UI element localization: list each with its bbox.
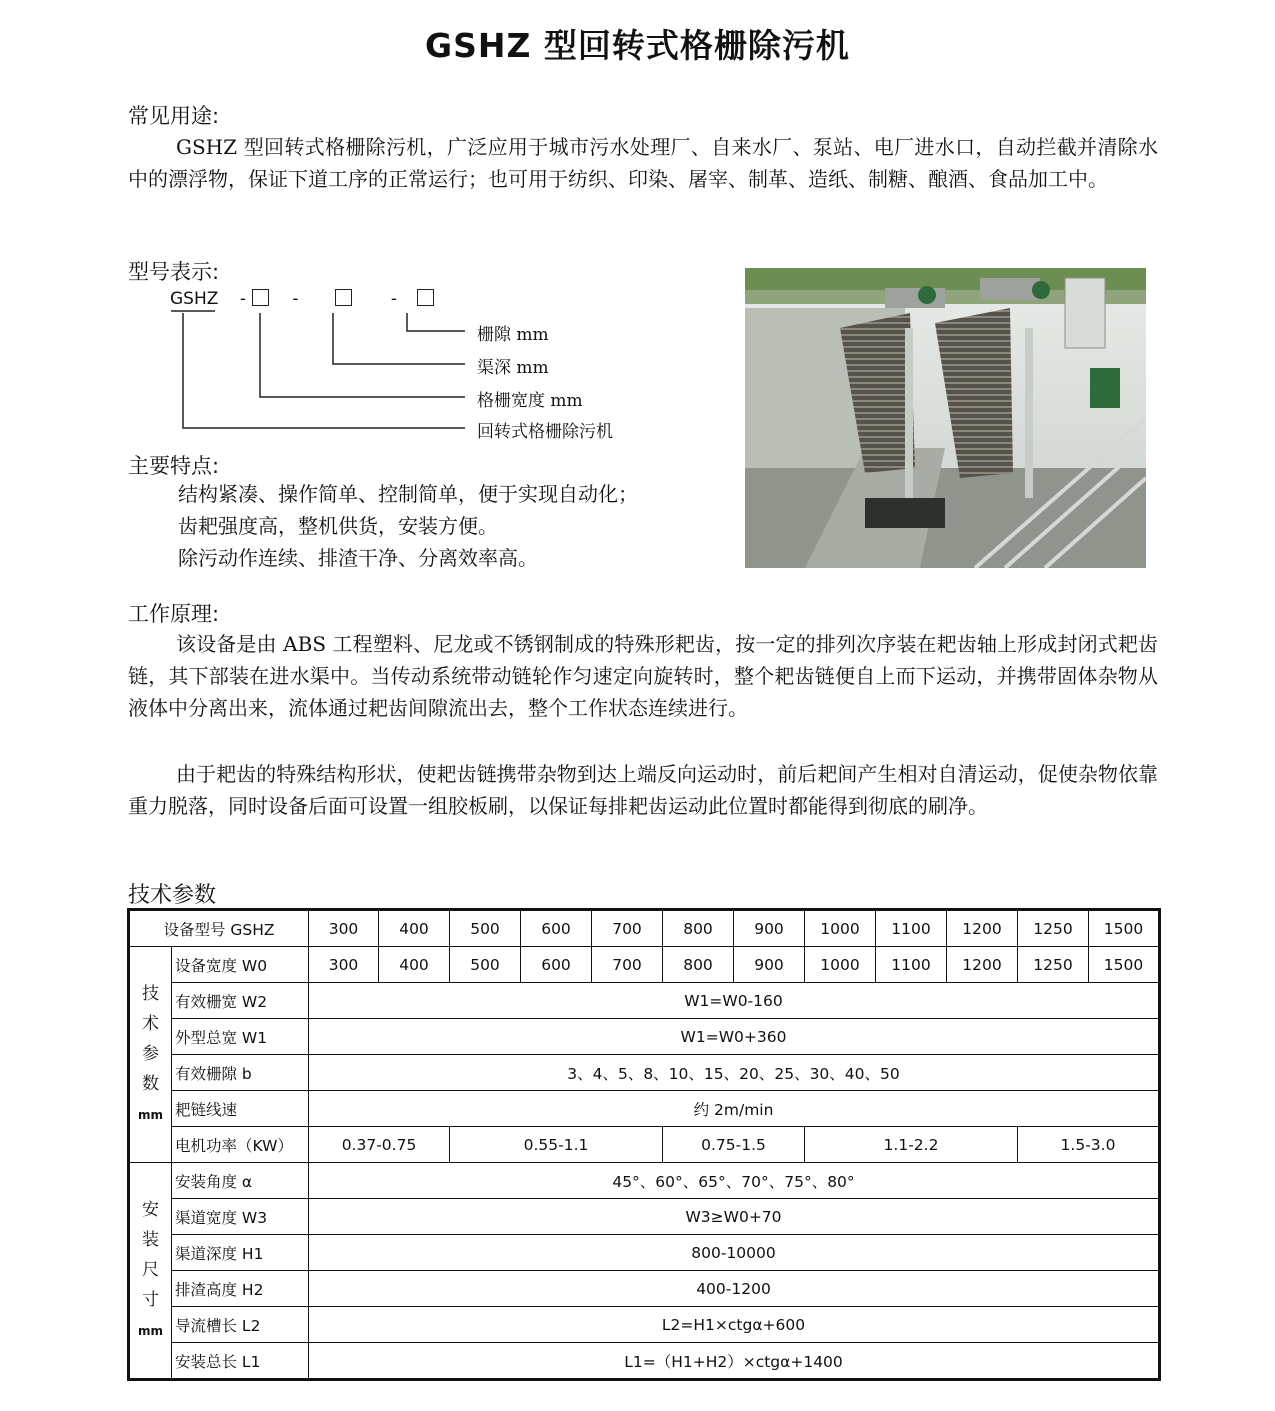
table-row (129, 1307, 1160, 1343)
width-cell: 300 (309, 947, 379, 983)
table-row (129, 1055, 1160, 1091)
motor-cell: 0.37-0.75 (309, 1127, 450, 1163)
model-cell: 700 (592, 910, 663, 947)
feature-item: 齿耙强度高，整机供货，安装方便。 (178, 514, 498, 538)
table-row (129, 910, 1160, 947)
row-label: 排渣高度 H2 (172, 1271, 309, 1307)
model-heading: 型号表示: (128, 260, 220, 284)
table-row (129, 947, 1160, 983)
model-label-name: 回转式格栅除污机 (477, 422, 613, 442)
model-cell: 900 (734, 910, 805, 947)
row-value: L2=H1×ctgα+600 (309, 1307, 1160, 1343)
row-label: 电机功率（KW） (172, 1127, 309, 1163)
model-cell: 1250 (1018, 910, 1089, 947)
page-title: GSHZ 型回转式格栅除污机 (425, 26, 850, 65)
model-cell: 1200 (947, 910, 1018, 947)
motor-cell: 0.55-1.1 (450, 1127, 663, 1163)
row-value: 3、4、5、8、10、15、20、25、30、40、50 (309, 1055, 1160, 1091)
width-cell: 800 (663, 947, 734, 983)
tech-heading: 技术参数 (128, 883, 217, 908)
header-label: 设备型号 GSHZ (129, 910, 309, 947)
model-label-width: 格栅宽度 mm (477, 391, 583, 411)
principle-heading: 工作原理: (128, 602, 220, 626)
width-cell: 900 (734, 947, 805, 983)
model-label-gap: 栅隙 mm (477, 325, 549, 345)
model-cell: 800 (663, 910, 734, 947)
row-value: W3≥W0+70 (309, 1199, 1160, 1235)
model-cell: 1500 (1089, 910, 1160, 947)
model-cell: 300 (309, 910, 379, 947)
row-label: 安装角度 α (172, 1163, 309, 1199)
equipment-photo (745, 268, 1146, 568)
row-value: L1=（H1+H2）×ctgα+1400 (309, 1343, 1160, 1380)
table-row (129, 1271, 1160, 1307)
features-heading: 主要特点: (128, 454, 220, 478)
principle-paragraph-2: 由于耙齿的特殊结构形状，使耙齿链携带杂物到达上端反向运动时，前后耙间产生相对自清运动，促使杂物依靠重力脱落，同时设备后面可设置一组胶板刷，以保证每排耙齿运动此位置时都能得到彻底的刷净。 (128, 762, 1158, 818)
row-label: 渠道深度 H1 (172, 1235, 309, 1271)
model-cell: 1000 (805, 910, 876, 947)
width-cell: 700 (592, 947, 663, 983)
table-row (129, 1163, 1160, 1199)
feature-item: 结构紧凑、操作简单、控制简单，便于实现自动化； (178, 482, 638, 506)
model-label-depth: 渠深 mm (477, 358, 549, 378)
row-label: 外型总宽 W1 (172, 1019, 309, 1055)
table-row (129, 983, 1160, 1019)
width-cell: 400 (379, 947, 450, 983)
row-label: 有效栅宽 W2 (172, 983, 309, 1019)
row-label: 渠道宽度 W3 (172, 1199, 309, 1235)
spec-table (127, 908, 1161, 1381)
row-value: 800-10000 (309, 1235, 1160, 1271)
row-value: 45°、60°、65°、70°、75°、80° (309, 1163, 1160, 1199)
feature-item: 除污动作连续、排渣干净、分离效率高。 (178, 546, 538, 570)
motor-cell: 1.5-3.0 (1018, 1127, 1160, 1163)
row-label: 安装总长 L1 (172, 1343, 309, 1380)
table-row (129, 1343, 1160, 1380)
row-label: 有效栅隙 b (172, 1055, 309, 1091)
model-code: GSHZ - - - (170, 289, 434, 309)
table-row (129, 1235, 1160, 1271)
width-cell: 1250 (1018, 947, 1089, 983)
group-tech-params: 技 术 参 数 mm (129, 947, 172, 1163)
table-row (129, 1127, 1160, 1163)
width-cell: 1500 (1089, 947, 1160, 983)
model-cell: 400 (379, 910, 450, 947)
model-cell: 500 (450, 910, 521, 947)
row-label: 耙链线速 (172, 1091, 309, 1127)
model-cell: 1100 (876, 910, 947, 947)
row-label: 导流槽长 L2 (172, 1307, 309, 1343)
usage-text: GSHZ 型回转式格栅除污机，广泛应用于城市污水处理厂、自来水厂、泵站、电厂进水口，自动拦截并清除水中的漂浮物，保证下道工序的正常运行；也可用于纺织、印染、屠宰、制革、造纸、制糖、酿酒、食品加工中。 (128, 135, 1158, 191)
table-row (129, 1019, 1160, 1055)
model-cell: 600 (521, 910, 592, 947)
usage-heading: 常见用途: (128, 104, 220, 128)
width-cell: 600 (521, 947, 592, 983)
row-value: W1=W0-160 (309, 983, 1160, 1019)
model-prefix: GSHZ (170, 289, 219, 309)
width-cell: 1200 (947, 947, 1018, 983)
width-cell: 1000 (805, 947, 876, 983)
width-cell: 1100 (876, 947, 947, 983)
row-label: 设备宽度 W0 (172, 947, 309, 983)
group-install-dims: 安 装 尺 寸 mm (129, 1163, 172, 1380)
motor-cell: 0.75-1.5 (663, 1127, 805, 1163)
table-row (129, 1199, 1160, 1235)
row-value: W1=W0+360 (309, 1019, 1160, 1055)
table-row (129, 1091, 1160, 1127)
motor-cell: 1.1-2.2 (805, 1127, 1018, 1163)
width-cell: 500 (450, 947, 521, 983)
row-value: 约 2m/min (309, 1091, 1160, 1127)
principle-paragraph-1: 该设备是由 ABS 工程塑料、尼龙或不锈钢制成的特殊形耙齿，按一定的排列次序装在耙齿轴上形成封闭式耙齿链，其下部装在进水渠中。当传动系统带动链轮作匀速定向旋转时，整个耙齿链便自上而下运动，并携带固体杂物从液体中分离出来，流体通过耙齿间隙流出去，整个工作状态连续进行。 (128, 632, 1158, 720)
row-value: 400-1200 (309, 1271, 1160, 1307)
